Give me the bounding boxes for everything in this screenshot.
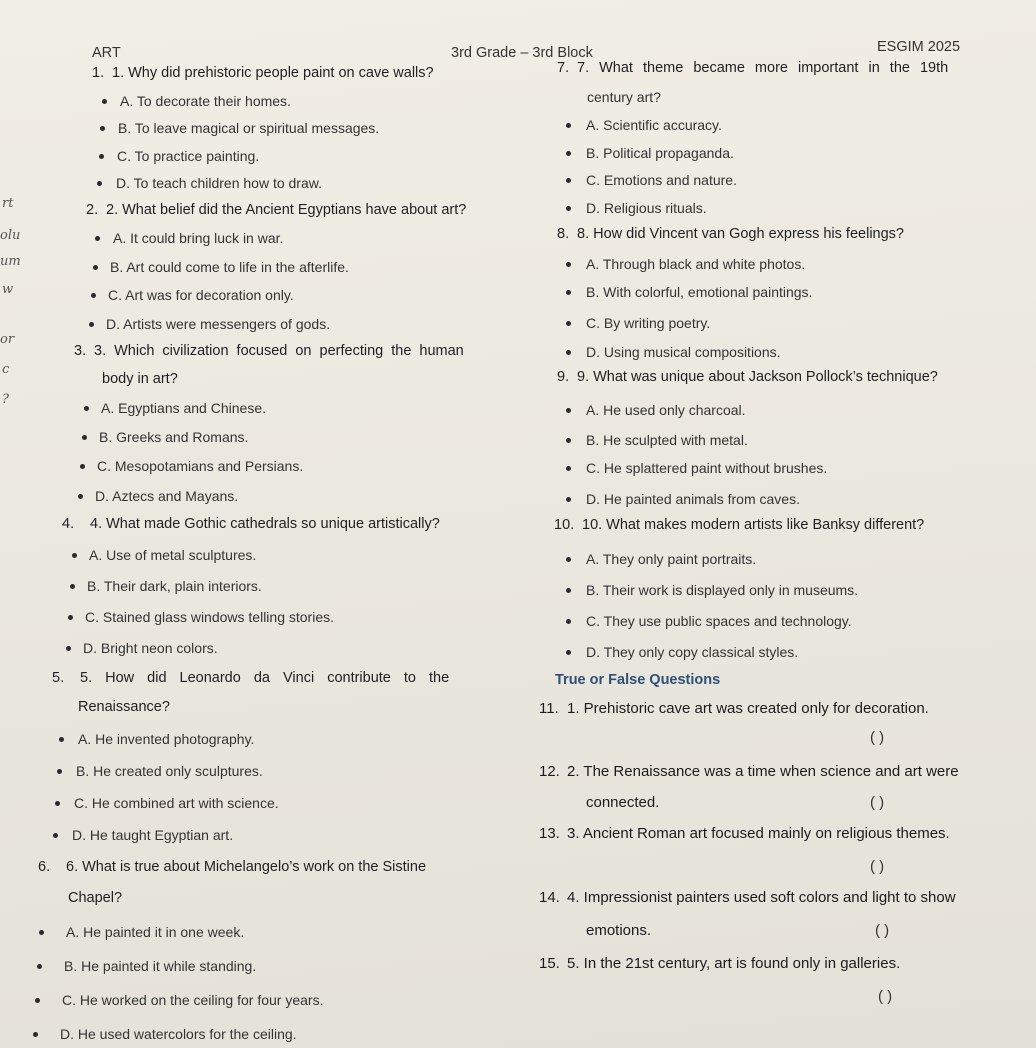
option-text: D. Religious rituals.: [586, 200, 707, 216]
margin-scribble: rt: [2, 196, 14, 211]
question-number: 6.: [38, 859, 51, 875]
option-bullet: [89, 322, 94, 327]
question-number: 9.: [557, 369, 570, 385]
answer-blank[interactable]: ( ): [875, 922, 890, 939]
option-bullet: [84, 406, 89, 411]
option-text: A. Through black and white photos.: [586, 256, 806, 272]
option-text: C. Mesopotamians and Persians.: [97, 458, 304, 474]
option-text: D. Aztecs and Mayans.: [95, 488, 239, 504]
option-text: B. Art could come to life in the afterlife.: [110, 259, 349, 275]
option-bullet: [53, 833, 58, 838]
option-text: B. Their work is displayed only in museums.: [586, 582, 859, 598]
margin-scribble: um: [0, 254, 21, 269]
option-text: C. Emotions and nature.: [586, 172, 737, 188]
tf-statement-continued: connected.: [586, 794, 660, 811]
option-text: C. They use public spaces and technology.: [586, 613, 852, 629]
question-text: 9. What was unique about Jackson Pollock’s technique?: [577, 369, 938, 385]
margin-scribble: ?: [2, 392, 9, 407]
margin-scribble: or: [0, 332, 15, 347]
subject-label: ART: [92, 45, 121, 61]
question-number: 8.: [557, 226, 570, 242]
option-text: C. He splattered paint without brushes.: [586, 460, 828, 476]
option-bullet: [566, 350, 571, 355]
tf-statement: 2. The Renaissance was a time when science and art were: [567, 763, 959, 780]
option-bullet: [566, 178, 571, 183]
option-bullet: [97, 181, 102, 186]
margin-scribble: olu: [0, 228, 21, 243]
option-bullet: [566, 290, 571, 295]
option-text: A. Use of metal sculptures.: [89, 547, 257, 563]
option-text: A. It could bring luck in war.: [113, 230, 284, 246]
option-text: A. To decorate their homes.: [120, 93, 291, 109]
question-text: 3. Which civilization focused on perfecting the human: [94, 343, 464, 359]
option-text: A. He used only charcoal.: [586, 402, 746, 418]
option-text: D. Artists were messengers of gods.: [106, 316, 331, 332]
question-number: 3.: [74, 343, 87, 359]
option-text: A. Egyptians and Chinese.: [101, 400, 266, 416]
option-bullet: [35, 998, 40, 1003]
option-text: B. He created only sculptures.: [76, 763, 263, 779]
option-bullet: [78, 494, 83, 499]
option-text: B. He sculpted with metal.: [586, 432, 748, 448]
option-text: C. He worked on the ceiling for four years.: [62, 992, 324, 1008]
option-text: C. Stained glass windows telling stories.: [85, 609, 335, 625]
option-bullet: [68, 615, 73, 620]
tf-statement: 1. Prehistoric cave art was created only for decoration.: [567, 700, 929, 717]
option-text: C. He combined art with science.: [74, 795, 279, 811]
option-bullet: [102, 99, 107, 104]
question-text: 10. What makes modern artists like Banksy different?: [582, 517, 925, 533]
option-text: D. He painted animals from caves.: [586, 491, 800, 507]
answer-blank[interactable]: ( ): [870, 858, 885, 875]
question-number: 4.: [62, 516, 75, 532]
section-heading: True or False Questions: [555, 672, 721, 688]
margin-scribble: w: [2, 282, 14, 297]
option-text: D. To teach children how to draw.: [116, 175, 322, 191]
tf-number: 11.: [539, 700, 559, 717]
question-text: 5. How did Leonardo da Vinci contribute to the: [80, 670, 450, 686]
tf-number: 13.: [539, 825, 560, 842]
option-bullet: [566, 321, 571, 326]
option-bullet: [99, 154, 104, 159]
answer-blank[interactable]: ( ): [870, 729, 885, 746]
option-text: D. Using musical compositions.: [586, 344, 781, 360]
answer-blank[interactable]: ( ): [870, 794, 885, 811]
question-text: 6. What is true about Michelangelo’s work on the Sistine: [66, 859, 427, 875]
option-text: A. They only paint portraits.: [586, 551, 757, 567]
option-bullet: [66, 646, 71, 651]
question-text: 4. What made Gothic cathedrals so unique artistically?: [90, 516, 440, 532]
option-text: B. Greeks and Romans.: [99, 429, 249, 445]
tf-number: 15.: [539, 955, 560, 972]
option-bullet: [566, 408, 571, 413]
margin-scribble: c: [2, 362, 10, 377]
option-text: B. He painted it while standing.: [64, 958, 257, 974]
option-bullet: [566, 438, 571, 443]
question-number: 1.: [92, 65, 105, 81]
option-bullet: [72, 553, 77, 558]
option-text: D. He taught Egyptian art.: [72, 827, 234, 843]
tf-statement: 3. Ancient Roman art focused mainly on religious themes.: [567, 825, 950, 842]
option-text: C. To practice painting.: [117, 148, 260, 164]
question-text-continued: century art?: [587, 89, 661, 105]
question-number: 7.: [557, 60, 570, 76]
question-text: 1. Why did prehistoric people paint on cave walls?: [112, 65, 434, 81]
question-text-continued: Renaissance?: [78, 699, 170, 715]
question-text-continued: body in art?: [102, 371, 178, 387]
question-text: 8. How did Vincent van Gogh express his feelings?: [577, 226, 904, 242]
option-text: B. Political propaganda.: [586, 145, 734, 161]
question-number: 2.: [86, 202, 99, 218]
option-text: B. To leave magical or spiritual messages.: [118, 120, 380, 136]
option-bullet: [566, 650, 571, 655]
question-text: 7. What theme became more important in the 19th: [577, 60, 949, 76]
tf-statement: 4. Impressionist painters used soft colors and light to show: [567, 889, 956, 906]
option-bullet: [566, 619, 571, 624]
option-bullet: [80, 464, 85, 469]
option-text: B. With colorful, emotional paintings.: [586, 284, 813, 300]
option-bullet: [33, 1032, 38, 1037]
option-bullet: [82, 435, 87, 440]
option-text: A. He painted it in one week.: [66, 924, 245, 940]
option-bullet: [91, 293, 96, 298]
option-text: A. He invented photography.: [78, 731, 255, 747]
option-text: D. He used watercolors for the ceiling.: [60, 1026, 297, 1042]
option-text: D. Bright neon colors.: [83, 640, 218, 656]
option-text: B. Their dark, plain interiors.: [87, 578, 262, 594]
grade-label: 3rd Grade – 3rd Block: [451, 45, 593, 61]
school-label: ESGIM 2025: [877, 39, 961, 55]
option-bullet: [566, 151, 571, 156]
option-bullet: [566, 123, 571, 128]
option-bullet: [566, 262, 571, 267]
option-bullet: [70, 584, 75, 589]
tf-statement: 5. In the 21st century, art is found only in galleries.: [567, 955, 901, 972]
option-bullet: [39, 930, 44, 935]
tf-number: 12.: [539, 763, 560, 780]
option-bullet: [37, 964, 42, 969]
option-bullet: [55, 801, 60, 806]
option-text: A. Scientific accuracy.: [586, 117, 722, 133]
option-bullet: [95, 236, 100, 241]
question-text-continued: Chapel?: [68, 890, 123, 906]
option-bullet: [93, 265, 98, 270]
question-text: 2. What belief did the Ancient Egyptians have about art?: [106, 202, 467, 218]
option-bullet: [100, 126, 105, 131]
option-text: C. By writing poetry.: [586, 315, 711, 331]
option-text: D. They only copy classical styles.: [586, 644, 799, 660]
option-bullet: [59, 737, 64, 742]
question-number: 5.: [52, 670, 65, 686]
option-bullet: [566, 588, 571, 593]
option-bullet: [566, 206, 571, 211]
option-bullet: [566, 466, 571, 471]
tf-statement-continued: emotions.: [586, 922, 652, 939]
option-bullet: [57, 769, 62, 774]
option-bullet: [566, 497, 571, 502]
question-number: 10.: [554, 517, 575, 533]
answer-blank[interactable]: ( ): [878, 988, 893, 1005]
option-text: C. Art was for decoration only.: [108, 287, 294, 303]
tf-number: 14.: [539, 889, 560, 906]
option-bullet: [566, 557, 571, 562]
